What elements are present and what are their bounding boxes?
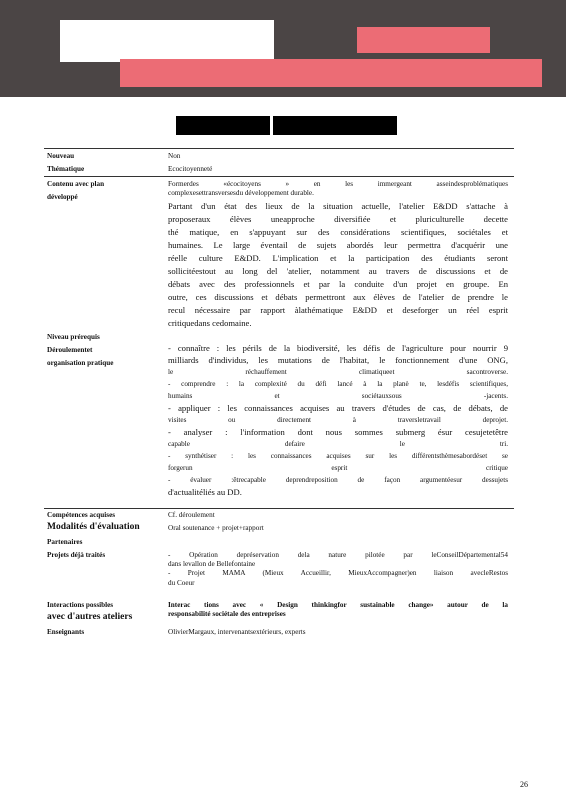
label-projets: Projets déjà traités [47, 551, 106, 559]
deroulement-item: - comprendre : la complexité du défi lancé à la planè te, lesdéfis scientifiques, [168, 380, 508, 388]
label-contenu-2: développé [47, 193, 78, 201]
contenu-intro-line: Formerdes «écocitoyens » en les immergeant asseindesproblématiques [168, 180, 508, 188]
projets-block [168, 551, 508, 588]
contenu-paragraph-line: proposeraux élèves uneapproche diversifiée et pluriculturelle decette [168, 214, 508, 225]
table-top-rule [44, 148, 514, 149]
contenu-paragraph-line: réelle culture E&DD. L'implication et la participation des étudiants seront [168, 253, 508, 264]
label-competences: Compétences acquises [47, 511, 116, 519]
deroulement-item: - connaître : les périls de la biodiversité, les défis de l'agriculture pour nourrir 9 [168, 343, 508, 353]
contenu-paragraph-line: thé matique, en s'appuyant sur des considérations scientifiques, sociétales et [168, 227, 508, 238]
header-pink-box-wide [120, 59, 542, 87]
deroulement-item: - appliquer : les connaissances acquises au travers d'études de cas, de débats, de [168, 403, 508, 413]
deroulement-item: forgerun esprit critique [168, 464, 508, 472]
header-white-box [60, 20, 274, 62]
contenu-intro-line: complexesettransversesdu développement durable. [168, 189, 314, 198]
projet-line: du Coeur [168, 578, 195, 587]
value-niveau: Non [168, 152, 181, 160]
value-enseignants: OlivierMargaux, intervenantsextérieurs, experts [168, 628, 306, 636]
label-interactions: Interactions possibles [47, 601, 114, 609]
interactions-line: Interac tions avec « Design thinkingfor sustainable change» autour de la [168, 601, 508, 609]
deroulement-item: milliards d'individus, les mutations de l'habitat, le fonctionnement d'une ONG, [168, 355, 508, 365]
value-modalites: Oral soutenance + projet+rapport [168, 524, 264, 532]
header-band [0, 0, 566, 97]
value-thematique: Ecocitoyenneté [168, 165, 213, 173]
deroulement-item: capable defaire le tri. [168, 440, 508, 448]
label-modalites: Modalités d'évaluation [47, 522, 140, 532]
projet-line: dans levallon de Bellefontaine [168, 560, 256, 569]
interactions-line: responsabilité sociétale des entreprises [168, 610, 286, 619]
row-rule-competences [44, 508, 514, 509]
deroulement-list [168, 342, 508, 498]
label-contenu-1: Contenu avec plan [47, 180, 105, 188]
title-block-right [273, 116, 397, 135]
label-thematique: Thématique [47, 165, 85, 173]
contenu-paragraph-line: humaines. Le large éventail de sujets abordés leur permettra d'acquérir une [168, 240, 508, 251]
contenu-block [168, 180, 508, 330]
contenu-paragraph [168, 200, 508, 330]
projet-line: - Projet MAMA (Mieux Accueillir, MieuxAccompagner)en liaison avecleRestos [168, 569, 508, 578]
value-competences: Cf. déroulement [168, 511, 215, 519]
contenu-paragraph-line: débats avec des professionnels et par la conduite d'un projet en groupe. En [168, 279, 508, 290]
label-partenaires: Partenaires [47, 538, 83, 546]
label-avec-ateliers: avec d'autres ateliers [47, 612, 133, 622]
header-pink-box-small [357, 27, 490, 53]
contenu-paragraph-line: critiquedans cedomaine. [168, 318, 252, 329]
label-organisation: organisation pratique [47, 359, 114, 367]
interactions-block [168, 601, 508, 619]
deroulement-item: visites ou directement à traversletravail deprojet. [168, 416, 508, 424]
deroulement-item: - analyser : l'information dont nous sommes submerg ésur cesujetetêtre [168, 427, 508, 437]
deroulement-item: le réchauffement climatiqueet sacontroverse. [168, 368, 508, 376]
deroulement-item: - synthétiser : les connaissances acquises sur les différentsthèmesabordéset se [168, 452, 508, 460]
label-niveau: Nouveau [47, 152, 75, 160]
label-enseignants: Enseignants [47, 628, 85, 636]
deroulement-item: humains et sociétauxsous -jacents. [168, 392, 508, 400]
deroulement-item: - évaluer :êtrecapable deprendreposition de façon argumentéesur dessujets [168, 476, 508, 484]
row-rule-contenu [44, 176, 514, 177]
title-block-left [176, 116, 270, 135]
page-number: 26 [520, 780, 528, 789]
deroulement-item: d'actualitéliés au DD. [168, 487, 242, 497]
contenu-paragraph-line: recul nécessaire par rapport àlathématique E&DD et deseforger un réel esprit [168, 305, 508, 316]
label-deroulement: Déroulementet [47, 346, 93, 354]
label-niveau-prerequis: Niveau prérequis [47, 333, 100, 341]
contenu-paragraph-line: outre, ces discussions et débats permettront aux élèves de l'atelier de prendre le [168, 292, 508, 303]
contenu-paragraph-line: sollicitéestout au long del 'atelier, notamment au travers de discussions et de [168, 266, 508, 277]
projet-line: - Opération depréservation dela nature pilotée par leConseilDépartemental54 [168, 551, 508, 559]
contenu-paragraph-line: Partant d'un état des lieux de la situation actuelle, l'atelier E&DD s'attache à [168, 201, 508, 212]
